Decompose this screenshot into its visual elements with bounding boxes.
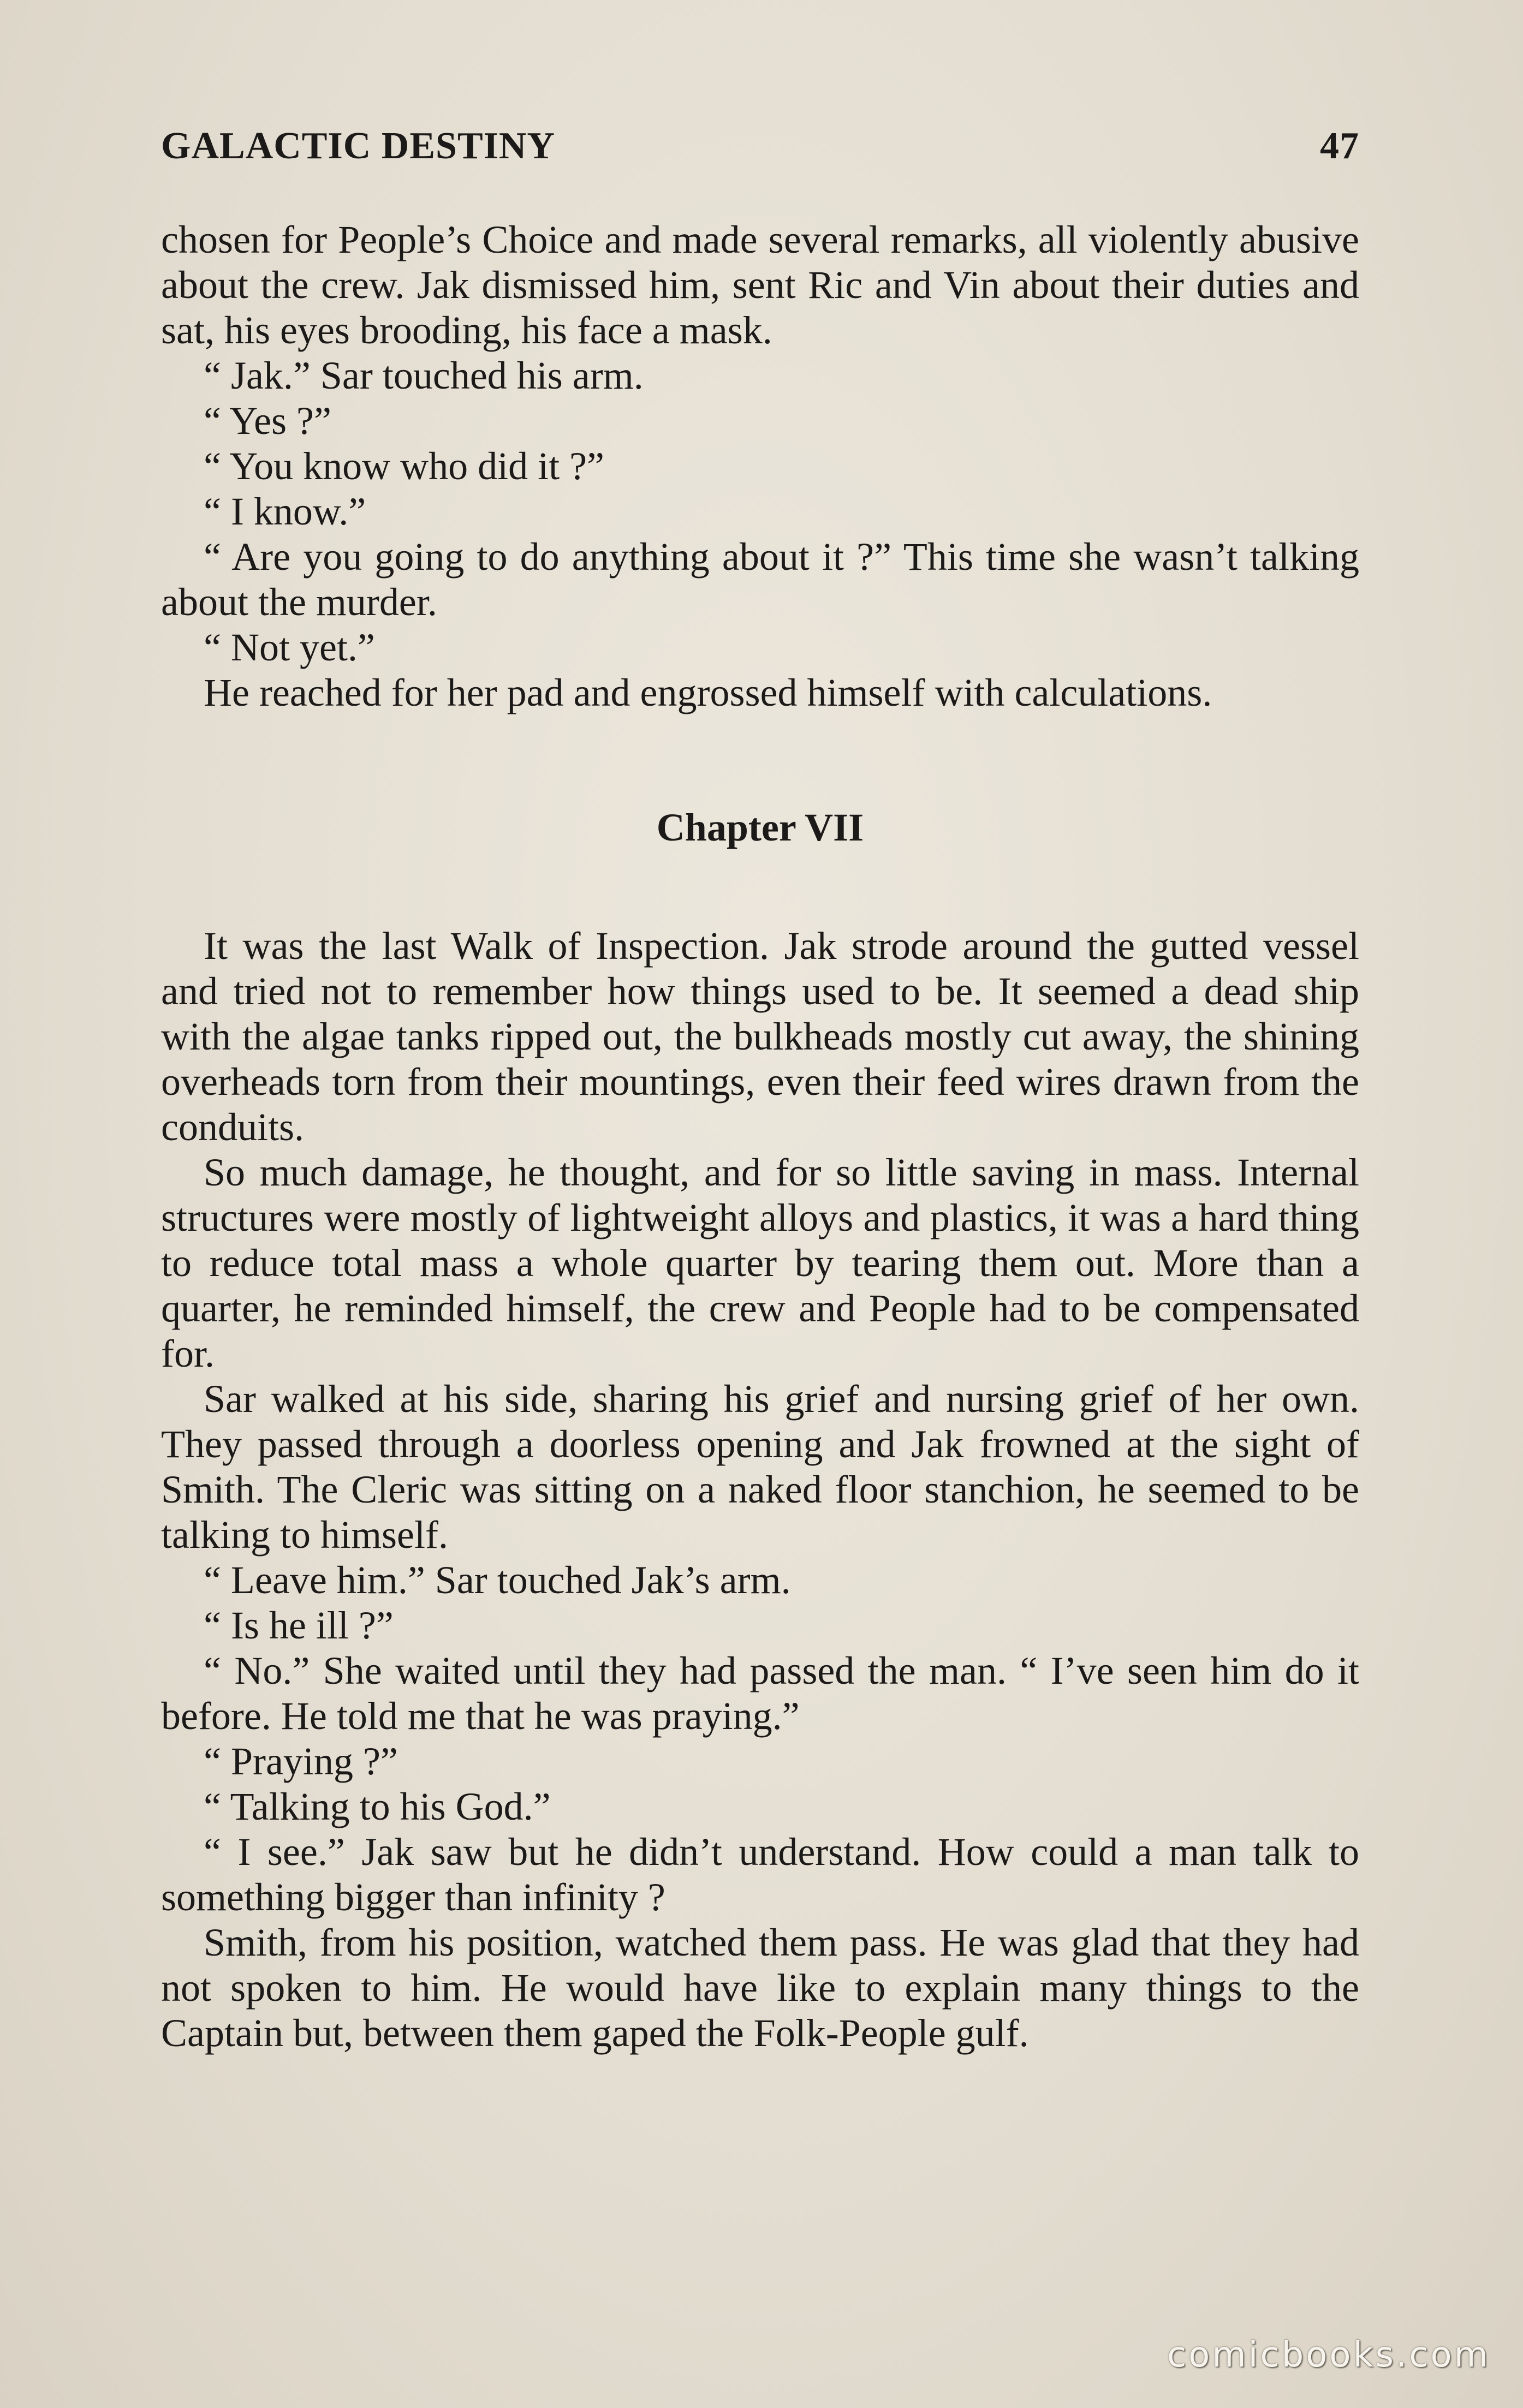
paragraph: “ I see.” Jak saw but he didn’t understand. How could a man talk to something bigger than infinity ? <box>161 1830 1359 1919</box>
paragraph: “ No.” She waited until they had passed the man. “ I’ve seen him do it before. He told me that he was praying.” <box>161 1649 1359 1738</box>
section-one <box>161 217 1359 716</box>
paragraph: “ You know who did it ?” <box>204 444 604 488</box>
body-text <box>161 217 1359 2056</box>
running-title: GALACTIC DESTINY <box>161 125 555 167</box>
paragraph: “ Jak.” Sar touched his arm. <box>204 354 644 397</box>
paragraph: “ Praying ?” <box>204 1739 398 1783</box>
page-number: 47 <box>1320 125 1359 167</box>
paragraph: So much damage, he thought, and for so little saving in mass. Internal structures were mostly of lightweight alloys and plastics, it was a hard thing to reduce total mass a whole quarter by tearing them out. More than a quarter, he reminded himself, the crew and People had to be compensated for. <box>161 1151 1359 1375</box>
paragraph: “ Is he ill ?” <box>204 1604 394 1647</box>
paragraph: He reached for her pad and engrossed himself with calculations. <box>204 671 1212 714</box>
paragraph: “ Yes ?” <box>204 399 331 443</box>
paragraph: “ I know.” <box>204 490 366 533</box>
watermark: comicbooks.com <box>1167 2335 1490 2375</box>
section-two <box>161 923 1359 2056</box>
paragraph: “ Talking to his God.” <box>204 1785 551 1828</box>
paragraph: “ Not yet.” <box>204 625 375 669</box>
paragraph: Sar walked at his side, sharing his grief and nursing grief of her own. They passed through a doorless opening and Jak frowned at the sight of Smith. The Cleric was sitting on a naked floor stanchion, he seemed to be talking to himself. <box>161 1377 1359 1557</box>
running-head <box>161 124 1359 179</box>
paragraph: “ Are you going to do anything about it ?” This time she wasn’t talking about the murder. <box>161 535 1359 624</box>
paragraph: It was the last Walk of Inspection. Jak strode around the gutted vessel and tried not to remember how things used to be. It seemed a dead ship with the algae tanks ripped out, the bulkheads mostly cut away, the shining overheads torn from their mountings, even their feed wires drawn from the conduits. <box>161 924 1359 1149</box>
paragraph: “ Leave him.” Sar touched Jak’s arm. <box>204 1558 791 1602</box>
chapter-heading: Chapter VII <box>656 806 864 849</box>
paragraph: Smith, from his position, watched them pass. He was glad that they had not spoken to him. He would have like to explain many things to the Captain but, between them gaped the Folk-People gulf. <box>161 1921 1359 2055</box>
paragraph: chosen for People’s Choice and made several remarks, all violently abusive about the crew. Jak dismissed him, sent Ric and Vin about their duties and sat, his eyes brooding, his face a mask. <box>161 218 1359 352</box>
